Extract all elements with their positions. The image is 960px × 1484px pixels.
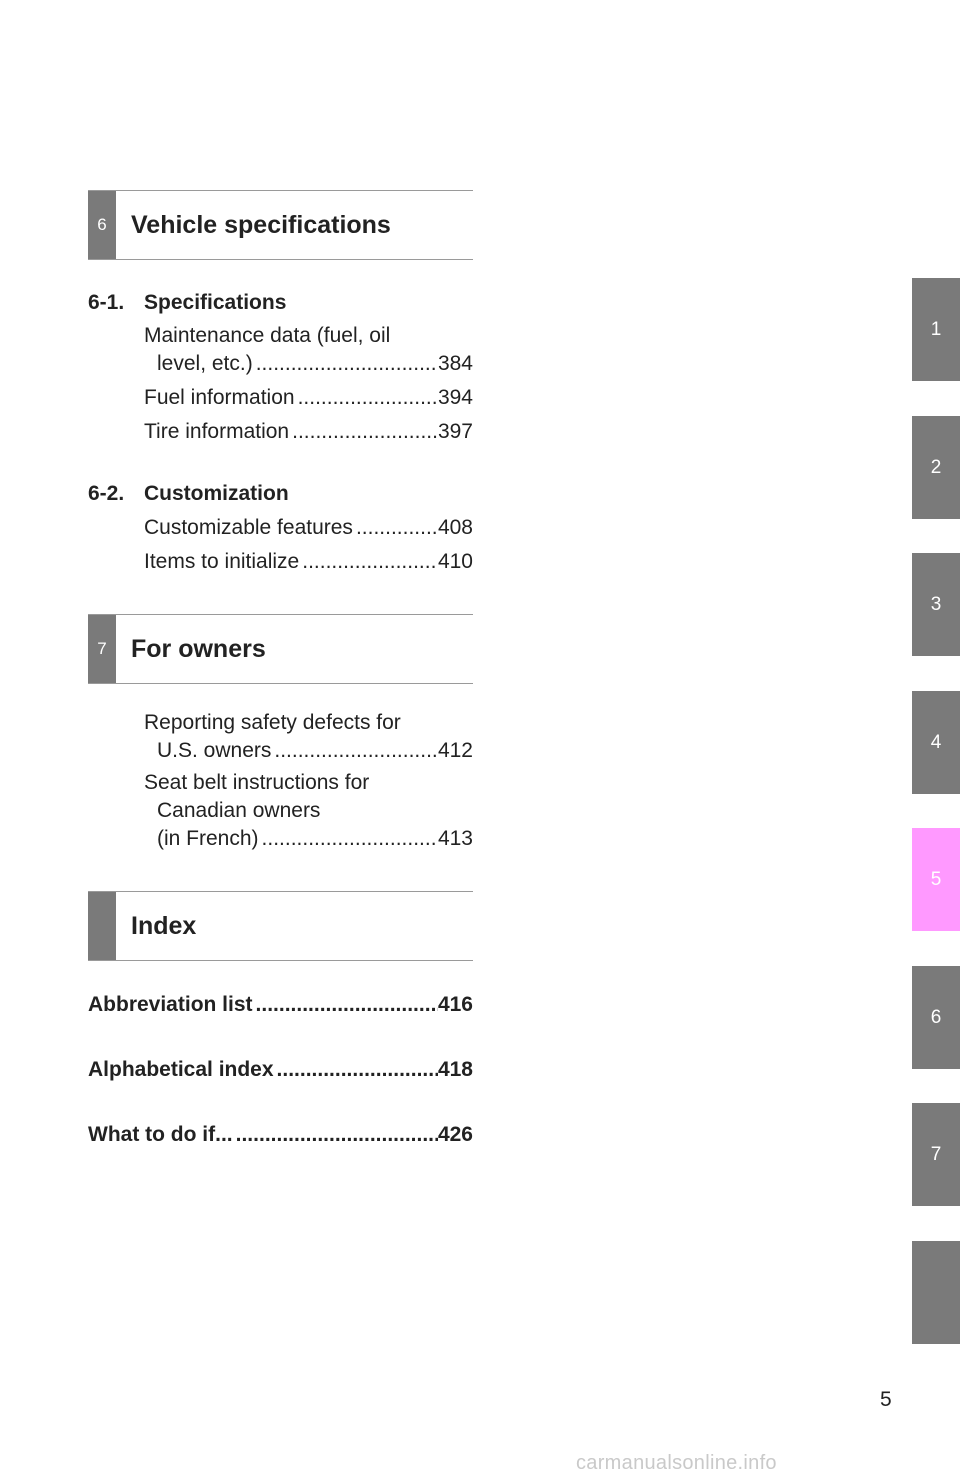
section-header-vehicle-specifications	[88, 190, 473, 260]
tab-label: 1	[930, 318, 942, 340]
chapter-tab-4[interactable]	[912, 691, 960, 794]
entry-label: Items to initialize	[144, 550, 300, 573]
section-header-index	[88, 891, 473, 961]
entry-label: Fuel information	[144, 386, 295, 409]
tab-label: 7	[930, 1143, 942, 1165]
subsection-code: 6-1.	[88, 291, 125, 314]
index-entry-abbreviation-list[interactable]	[88, 993, 473, 1017]
entry-page: 412	[437, 739, 473, 762]
tab-label: 3	[930, 593, 942, 615]
entry-page: 426	[437, 1123, 473, 1146]
tab-label: 2	[930, 456, 942, 478]
leader-dots	[295, 384, 438, 412]
toc-entry-items-to-initialize[interactable]	[144, 548, 473, 576]
tab-label: 4	[930, 731, 942, 753]
watermark: carmanualsonline.info	[576, 1452, 777, 1474]
entry-label-line3: (in French)	[157, 827, 259, 850]
entry-label: Alphabetical index	[88, 1058, 274, 1081]
toc-entry-customizable-features[interactable]	[144, 514, 473, 542]
entry-page: 418	[437, 1058, 473, 1081]
subsection-heading-specifications	[88, 291, 286, 315]
subsection-heading-customization	[88, 482, 289, 506]
leader-dots	[274, 1058, 438, 1082]
leader-dots	[289, 418, 438, 446]
tab-label: 6	[930, 1006, 942, 1028]
section-number	[88, 892, 116, 960]
leader-dots	[253, 350, 438, 378]
chapter-tab-6[interactable]	[912, 966, 960, 1069]
section-number: 7	[88, 615, 116, 683]
entry-page: 384	[437, 352, 473, 375]
toc-entry-maintenance-data[interactable]	[144, 322, 473, 378]
chapter-tab-1[interactable]	[912, 278, 960, 381]
chapter-tab-3[interactable]	[912, 553, 960, 656]
leader-dots	[253, 993, 438, 1017]
section-title: Vehicle specifications	[131, 210, 391, 239]
section-title: Index	[131, 911, 197, 940]
entry-page: 394	[437, 386, 473, 409]
entry-label-line1: Seat belt instructions for	[144, 771, 370, 794]
section-title: For owners	[131, 634, 266, 663]
toc-entry-fuel-information[interactable]	[144, 384, 473, 412]
chapter-tab-5[interactable]	[912, 828, 960, 931]
entry-page: 413	[437, 827, 473, 850]
entry-label-line2: level, etc.)	[157, 352, 253, 375]
toc-entry-tire-information[interactable]	[144, 418, 473, 446]
toc-entry-reporting-safety-defects[interactable]	[144, 709, 473, 765]
toc-entry-seat-belt-instructions[interactable]	[144, 769, 473, 853]
index-entry-alphabetical-index[interactable]	[88, 1058, 473, 1082]
entry-label-line2: U.S. owners	[157, 739, 272, 762]
entry-label: Customizable features	[144, 516, 353, 539]
entry-label: Abbreviation list	[88, 993, 253, 1016]
leader-dots	[299, 548, 438, 576]
tab-label: 5	[930, 868, 942, 890]
entry-page: 408	[437, 516, 473, 539]
entry-label-line1: Maintenance data (fuel, oil	[144, 324, 391, 347]
section-header-for-owners	[88, 614, 473, 684]
entry-label-line2: Canadian owners	[157, 799, 321, 822]
section-number: 6	[88, 191, 116, 259]
entry-label-line1: Reporting safety defects for	[144, 711, 401, 734]
index-entry-what-to-do-if[interactable]	[88, 1123, 473, 1147]
leader-dots	[271, 737, 438, 765]
entry-page: 410	[437, 550, 473, 573]
page-number: 5	[880, 1388, 892, 1411]
entry-page: 416	[437, 993, 473, 1016]
leader-dots	[353, 514, 438, 542]
entry-label: What to do if...	[88, 1123, 233, 1146]
subsection-code: 6-2.	[88, 482, 125, 505]
subsection-title: Customization	[144, 482, 289, 505]
leader-dots	[233, 1123, 438, 1147]
leader-dots	[259, 825, 438, 853]
entry-label: Tire information	[144, 420, 290, 443]
chapter-tab-index[interactable]	[912, 1241, 960, 1344]
chapter-tab-7[interactable]	[912, 1103, 960, 1206]
entry-page: 397	[437, 420, 473, 443]
subsection-title: Specifications	[144, 291, 287, 314]
chapter-tab-2[interactable]	[912, 416, 960, 519]
